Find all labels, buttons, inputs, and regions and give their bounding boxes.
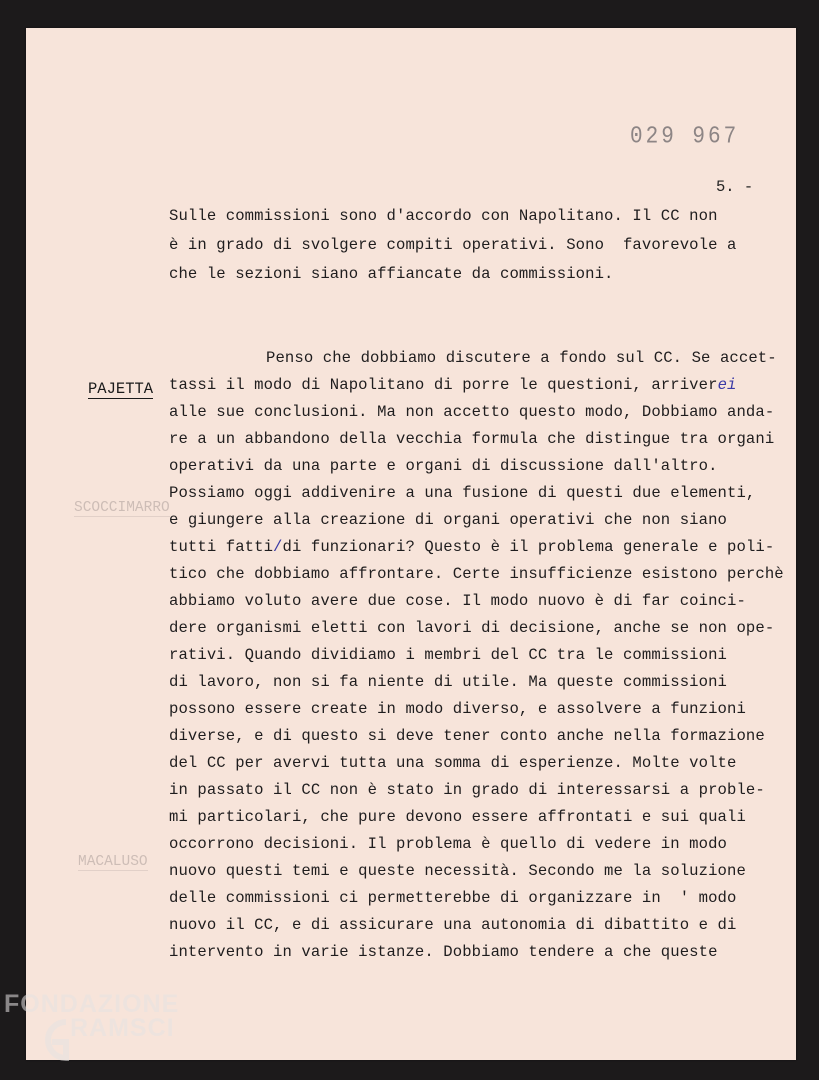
text-line: intervento in varie istanze. Dobbiamo tendere a che queste [169, 943, 718, 961]
text-line: Possiamo oggi addivenire a una fusione di questi due elementi, [169, 484, 756, 502]
speaker-name: PAJETTA [88, 380, 154, 398]
watermark-line-2: RAMSCI [70, 1014, 175, 1042]
text-line: tico che dobbiamo affrontare. Certe insufficienze esistono perchè [169, 565, 784, 583]
watermark-line-1: FONDAZIONE [4, 990, 180, 1018]
document-page [26, 28, 796, 1060]
text-line [169, 375, 736, 395]
text-line: delle commissioni ci permetterebbe di organizzare in ' modo [169, 889, 737, 907]
handwritten-slash: / [273, 538, 283, 556]
text-line [169, 537, 774, 557]
text-line: in passato il CC non è stato in grado di interessarsi a proble- [169, 781, 765, 799]
text-line: occorrono decisioni. Il problema è quello di vedere in modo [169, 835, 728, 853]
text-line: del CC per avervi tutta una somma di esperienze. Molte volte [169, 754, 737, 772]
text-line: rativi. Quando dividiamo i membri del CC tra le commissioni [169, 646, 728, 664]
text-line: operativi da una parte e organi di discussione dall'altro. [169, 457, 718, 475]
text-line: Penso che dobbiamo discutere a fondo sul CC. Se accet- [266, 349, 777, 367]
text-line: mi particolari, che pure devono essere affrontati e sui quali [169, 808, 746, 826]
text-line: di lavoro, non si fa niente di utile. Ma queste commissioni [169, 673, 728, 691]
faint-margin-name: SCOCCIMARRO [74, 500, 170, 516]
text-line: possono essere create in modo diverso, e assolvere a funzioni [169, 700, 746, 718]
text-line: è in grado di svolgere compiti operativi. Sono favorevole a [169, 236, 737, 254]
page-number: 5. - [716, 178, 754, 196]
text-line: re a un abbandono della vecchia formula che distingue tra organi [169, 430, 775, 448]
text-line: Sulle commissioni sono d'accordo con Napolitano. Il CC non [169, 207, 718, 225]
text-line: e giungere alla creazione di organi operativi che non siano [169, 511, 728, 529]
archive-stamp-number: 029 967 [630, 124, 740, 151]
text-line: nuovo il CC, e di assicurare una autonomia di dibattito e di [169, 916, 737, 934]
text-line: abbiamo voluto avere due cose. Il modo nuovo è di far coinci- [169, 592, 746, 610]
handwritten-correction: ei [717, 376, 737, 394]
text-segment: di funzionari? Questo è il problema generale e poli- [282, 538, 775, 556]
text-segment: tassi il modo di Napolitano di porre le questioni, arriver [169, 376, 718, 394]
text-line: che le sezioni siano affiancate da commissioni. [169, 265, 614, 283]
text-line: diverse, e di questo si deve tener conto anche nella formazione [169, 727, 765, 745]
text-line: alle sue conclusioni. Ma non accetto questo modo, Dobbiamo anda- [169, 403, 775, 421]
text-line: nuovo questi temi e queste necessità. Secondo me la soluzione [169, 862, 746, 880]
text-line: dere organismi eletti con lavori di decisione, anche se non ope- [169, 619, 775, 637]
text-segment: tutti fatti [169, 538, 274, 556]
faint-margin-name: MACALUSO [78, 854, 148, 870]
